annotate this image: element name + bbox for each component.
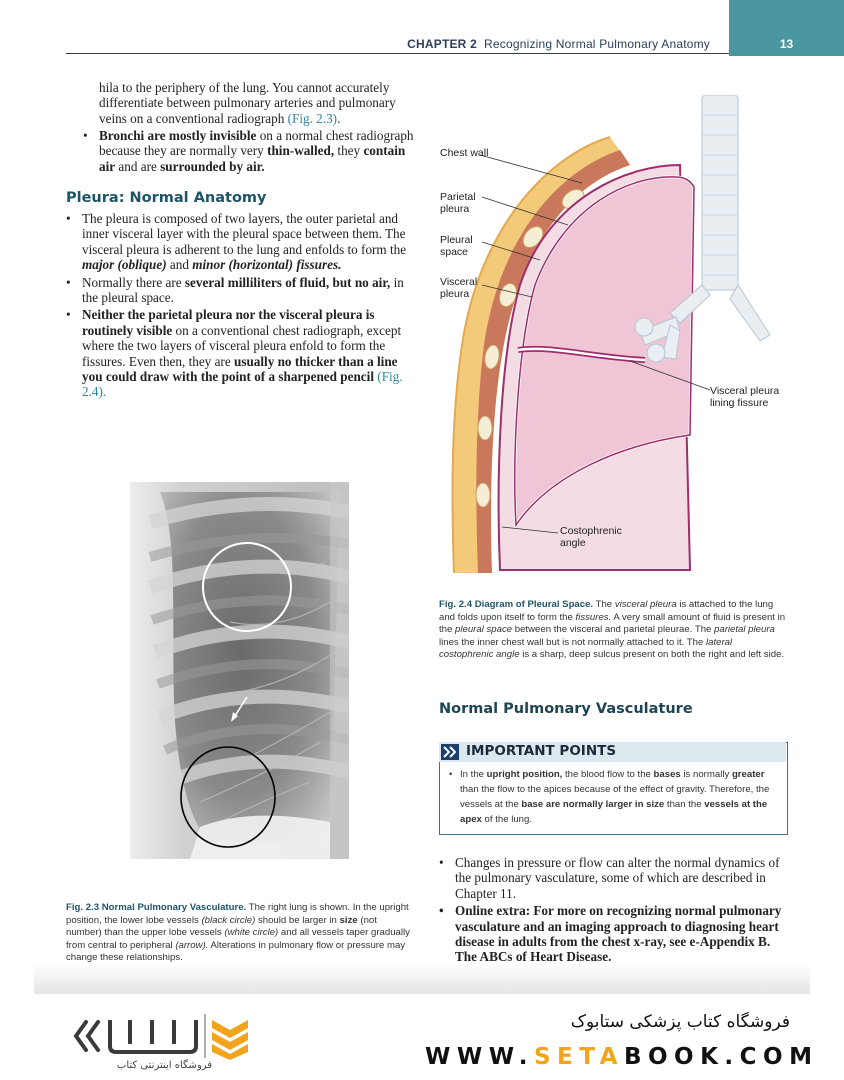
text: A very small amount of fluid is present in the bbox=[439, 611, 786, 636]
text: Normally there are bbox=[82, 274, 185, 290]
fig-2-3-caption bbox=[66, 902, 414, 965]
bold-italic: minor (horizontal) fissures. bbox=[192, 257, 342, 273]
footer-shadow-band bbox=[34, 964, 810, 994]
fig-label: Fig. 2.3 bbox=[66, 902, 100, 913]
fig-2-3-link[interactable]: (Fig. 2.3) bbox=[287, 110, 338, 126]
text: is normally bbox=[680, 769, 732, 780]
fig-title: Diagram of Pleural Space. bbox=[474, 599, 594, 610]
section-pleura bbox=[66, 190, 266, 206]
text: lines the inner chest wall but is not normally attached to it. The bbox=[439, 636, 706, 648]
bold-text: base are normally larger in size bbox=[521, 799, 665, 810]
continued-paragraph: hila to the periphery of the lung. You cannot accurately differentiate between pulmonary arteries and pulmonary veins on a conventional radiograph (Fig. 2.3). bbox=[99, 80, 396, 126]
chest-xray-image bbox=[130, 482, 349, 859]
text: In the bbox=[460, 769, 487, 780]
fig-title: Normal Pulmonary Vasculature. bbox=[101, 902, 247, 913]
running-header bbox=[300, 37, 710, 51]
chapter-title: Recognizing Normal Pulmonary Anatomy bbox=[484, 37, 710, 51]
important-points-title: IMPORTANT POINTS bbox=[466, 743, 617, 759]
text: should be larger in bbox=[255, 914, 340, 926]
italic: visceral pleura bbox=[614, 599, 677, 610]
fig-2-4-caption bbox=[439, 599, 787, 662]
bold-text: size bbox=[339, 914, 358, 926]
label-parietal-pleura: Parietal pleura bbox=[440, 191, 476, 215]
xray-drawing bbox=[130, 482, 349, 859]
double-chevron-icon bbox=[441, 744, 459, 760]
url-part: WWW. bbox=[425, 1044, 534, 1070]
text: between the visceral and parietal pleurae. The bbox=[512, 624, 715, 636]
setabook-logo-mark bbox=[70, 1012, 250, 1060]
text: (not number) than the upper lobe vessels bbox=[66, 914, 377, 939]
text: on a normal chest radiograph because they are normally very bbox=[99, 128, 414, 159]
pleura-bullets bbox=[66, 211, 414, 402]
page-number: 13 bbox=[779, 37, 794, 51]
important-points-body bbox=[460, 767, 779, 827]
text: The bbox=[593, 599, 615, 610]
label-visceral-pleura-fissure: Visceral pleura lining fissure bbox=[710, 385, 780, 409]
italic: lateral costophrenic angle bbox=[439, 636, 733, 661]
bold-text: several milliliters of fluid, but no air, bbox=[184, 274, 391, 290]
text: than the flow to the apices because of the effect of gravity. Therefore, the vessels at the bbox=[460, 784, 770, 810]
list-item bbox=[66, 275, 414, 306]
section-title: Normal Pulmonary Vasculature bbox=[439, 701, 693, 717]
bold-text: greater bbox=[731, 769, 765, 780]
diagram-drawing bbox=[440, 95, 785, 573]
bold-text: usually no thicker than a line you could draw with the point of a sharpened pencil bbox=[82, 353, 398, 385]
bronchi-bullet bbox=[83, 128, 414, 176]
italic: pleural space bbox=[455, 624, 513, 636]
text: on a conventional chest radiograph, except where the two layers of visceral pleura enfold to form the fissures. Even then, they are bbox=[82, 322, 402, 369]
italic: (arrow). bbox=[175, 939, 209, 951]
section-vasculature bbox=[439, 701, 693, 717]
list-item bbox=[66, 307, 414, 399]
label-pleural-space: Pleural space bbox=[440, 234, 473, 258]
bullet: • bbox=[449, 769, 453, 780]
bold-text: bases bbox=[653, 769, 681, 780]
vasculature-bullets bbox=[439, 855, 787, 967]
bold-text: upright position, bbox=[486, 769, 563, 780]
bold-text: contain air bbox=[99, 143, 406, 174]
label-costophrenic-angle: Costophrenic angle bbox=[560, 525, 622, 549]
text: The right lung is shown. In the upright position, the lower lobe vessels bbox=[66, 902, 409, 926]
logo-subtitle: فروشگاه اینترنتی کتاب bbox=[116, 1060, 213, 1071]
continued-text: hila to the periphery of the lung. You cannot accurately differentiate between pulmonary arteries and pulmonary veins on a conventional radiograph bbox=[99, 80, 396, 126]
section-title: Pleura: Normal Anatomy bbox=[66, 190, 267, 206]
text: and all vessels taper gradually from central to peripheral bbox=[66, 927, 410, 951]
url-part: BOOK.COM bbox=[623, 1044, 819, 1070]
label-visceral-pleura: Visceral pleura bbox=[440, 276, 478, 300]
text: The pleura is composed of two layers, the outer parietal and inner visceral layer with the pleural space between them. The visceral pleura is adherent to the lung and enfolds to form the bbox=[82, 211, 407, 257]
list-item bbox=[66, 211, 414, 273]
text: is a sharp, deep sulcus present on both the right and left side. bbox=[519, 649, 785, 661]
fig-label: Fig. 2.4 bbox=[439, 599, 473, 610]
text: and are bbox=[115, 158, 161, 174]
bold-text: surrounded by air. bbox=[160, 158, 265, 174]
italic: parietal pleura bbox=[714, 624, 775, 636]
setabook-logo bbox=[70, 1012, 250, 1060]
bold-italic: major (oblique) bbox=[82, 257, 167, 273]
text: and bbox=[166, 257, 193, 273]
chapter-label: CHAPTER 2 bbox=[407, 37, 477, 51]
text: in the pleural space. bbox=[82, 274, 404, 306]
label-chest-wall: Chest wall bbox=[440, 147, 489, 159]
store-url[interactable] bbox=[425, 1044, 819, 1070]
list-item bbox=[83, 128, 414, 174]
text: the blood flow to the bbox=[562, 769, 654, 780]
text: is attached to the lung and folds upon itself to form the bbox=[439, 599, 774, 623]
bold-text: thin-walled, bbox=[267, 143, 335, 159]
fig-2-4-link[interactable]: (Fig. 2.4). bbox=[82, 369, 403, 400]
important-points-text bbox=[449, 767, 779, 827]
list-item: • Online extra: For more on recognizing normal pulmonary vasculature and an imaging approach to diagnosing heart disease in adults from the chest x-ray, see e-Appendix B. The ABCs of Heart Disease. bbox=[439, 903, 787, 965]
text: they bbox=[334, 143, 364, 159]
bold-text: vessels at the apex bbox=[460, 799, 768, 825]
text: Alterations in pulmonary flow or pressure may change these relationships. bbox=[66, 939, 406, 964]
url-part-highlight: SETA bbox=[533, 1044, 624, 1070]
store-name: فروشگاه کتاب پزشکی ستابوک bbox=[570, 1012, 790, 1032]
text: than the bbox=[664, 799, 705, 810]
pleural-space-diagram bbox=[440, 95, 785, 573]
bold-text: Bronchi are mostly invisible bbox=[99, 128, 257, 143]
italic: fissures. bbox=[575, 611, 612, 623]
text: of the lung. bbox=[481, 814, 533, 825]
list-item: • Changes in pressure or flow can alter the normal dynamics of the pulmonary vasculature, some of which are described in Chapter 11. bbox=[439, 855, 787, 901]
italic: (white circle) bbox=[224, 927, 279, 939]
header-rule bbox=[66, 53, 730, 54]
italic: (black circle) bbox=[201, 914, 256, 926]
bold-text: Neither the parietal pleura nor the visceral pleura is routinely visible bbox=[82, 307, 375, 338]
